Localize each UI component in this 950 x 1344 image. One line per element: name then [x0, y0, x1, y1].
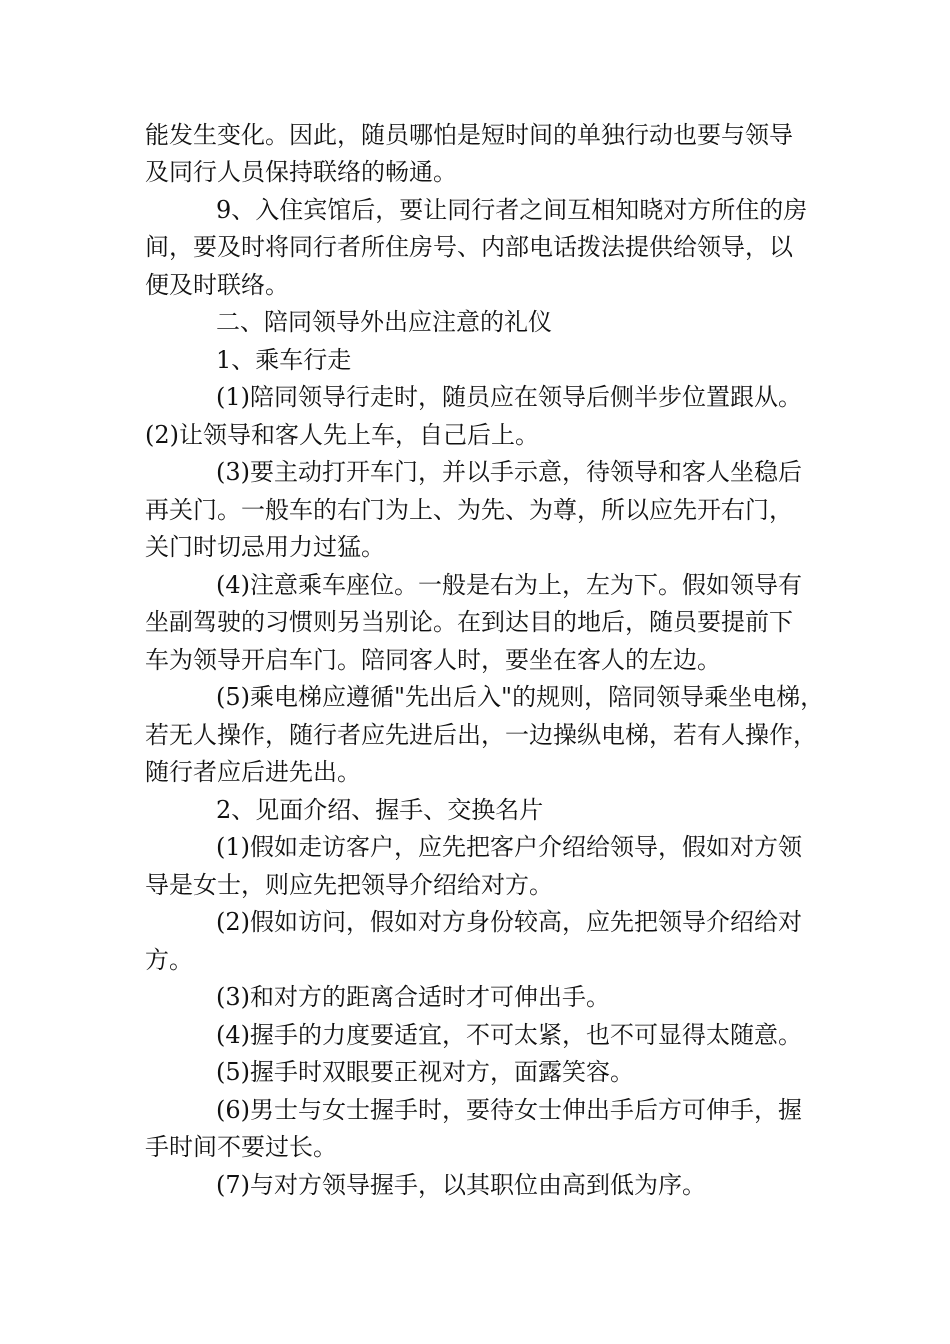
text-line: 手时间不要过长。 [145, 1133, 337, 1161]
text-line: (4)握手的力度要适宜，不可太紧，也不可显得太随意。 [216, 1021, 802, 1049]
text-line: 9、入住宾馆后，要让同行者之间互相知晓对方所住的房 [216, 196, 808, 224]
subsection-heading: 1、乘车行走 [216, 346, 352, 374]
text-line: (3)和对方的距离合适时才可伸出手。 [216, 983, 610, 1011]
text-line: 随行者应后进先出。 [145, 758, 361, 786]
text-line: 间，要及时将同行者所住房号、内部电话拨法提供给领导，以 [145, 233, 793, 261]
text-line: (5)握手时双眼要正视对方，面露笑容。 [216, 1058, 634, 1086]
subsection-heading: 2、见面介绍、握手、交换名片 [216, 796, 544, 824]
text-line: 坐副驾驶的习惯则另当别论。在到达目的地后，随员要提前下 [145, 608, 793, 636]
text-line: 能发生变化。因此，随员哪怕是短时间的单独行动也要与领导 [145, 121, 793, 149]
text-line: (2)假如访问，假如对方身份较高，应先把领导介绍给对 [216, 908, 802, 936]
text-line: (5)乘电梯应遵循"先出后入"的规则，陪同领导乘坐电梯， [216, 683, 825, 711]
text-line: (6)男士与女士握手时，要待女士伸出手后方可伸手，握 [216, 1096, 802, 1124]
section-heading: 二、陪同领导外出应注意的礼仪 [216, 308, 552, 336]
text-line: 方。 [145, 946, 193, 974]
text-line: (1)陪同领导行走时，随员应在领导后侧半步位置跟从。 [216, 383, 802, 411]
text-line: 车为领导开启车门。陪同客人时，要坐在客人的左边。 [145, 646, 721, 674]
text-line: (4)注意乘车座位。一般是右为上，左为下。假如领导有 [216, 571, 802, 599]
text-line: 导是女士，则应先把领导介绍给对方。 [145, 871, 553, 899]
text-line: 便及时联络。 [145, 271, 289, 299]
text-line: (1)假如走访客户，应先把客户介绍给领导，假如对方领 [216, 833, 802, 861]
text-line: 若无人操作，随行者应先进后出，一边操纵电梯，若有人操作， [145, 721, 817, 749]
text-line: 及同行人员保持联络的畅通。 [145, 158, 457, 186]
text-line: (3)要主动打开车门，并以手示意，待领导和客人坐稳后 [216, 458, 802, 486]
text-line: (7)与对方领导握手，以其职位由高到低为序。 [216, 1171, 706, 1199]
text-line: 关门时切忌用力过猛。 [145, 533, 385, 561]
text-line: 再关门。一般车的右门为上、为先、为尊，所以应先开右门， [145, 496, 793, 524]
text-line: (2)让领导和客人先上车，自己后上。 [145, 421, 539, 449]
